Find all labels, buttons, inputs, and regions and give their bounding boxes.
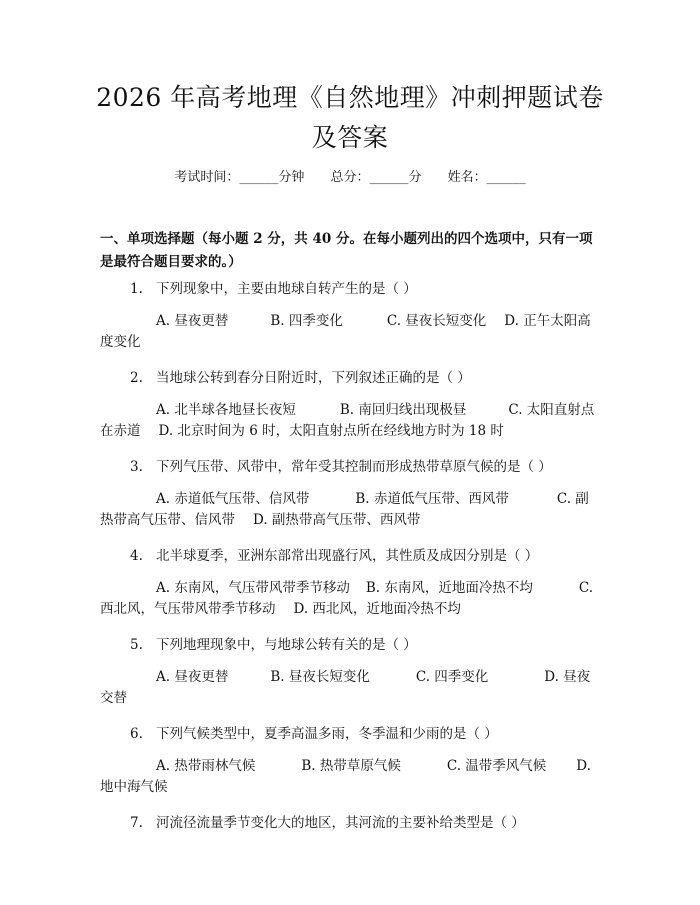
question-number: 2. — [130, 370, 143, 386]
option-b: B. 南回归线出现极昼 — [339, 402, 467, 418]
option-a: A. 东南风，气压带风带季节移动 — [156, 580, 350, 596]
option-b: B. 赤道低气压带、西风带 — [355, 491, 509, 507]
option-d: D. 西北风，近地面冷热不均 — [293, 601, 461, 617]
question-text: 下列气压带、风带中，常年受其控制而形成热带草原气候的是（ ） — [156, 459, 552, 475]
question-7 — [100, 812, 600, 834]
question-options — [100, 578, 600, 620]
exam-score: 总分：______分 — [330, 170, 422, 185]
option-b: B. 热带草原气候 — [301, 758, 401, 774]
option-c: C. 四季变化 — [415, 669, 489, 685]
question-4 — [100, 545, 600, 620]
option-a: A. 昼夜更替 — [156, 669, 229, 685]
question-text: 北半球夏季，亚洲东部常出现盛行风，其性质及成因分别是（ ） — [156, 548, 539, 564]
question-stem — [100, 278, 600, 300]
option-c: C. 副热带高气压带、信风带 — [100, 491, 589, 528]
option-a: A. 昼夜更替 — [156, 313, 229, 329]
question-stem — [100, 456, 600, 478]
question-options — [100, 756, 600, 798]
question-stem — [100, 545, 600, 567]
question-number: 3. — [130, 459, 143, 475]
exam-meta — [0, 168, 700, 188]
page-title — [90, 78, 610, 158]
question-number: 7. — [130, 815, 143, 831]
question-options — [100, 667, 600, 709]
question-text: 当地球公转到春分日附近时，下列叙述正确的是（ ） — [156, 370, 471, 386]
option-a: A. 北半球各地昼长夜短 — [156, 402, 296, 418]
question-options — [100, 400, 600, 442]
question-stem — [100, 723, 600, 745]
option-d: D. 正午太阳高度变化 — [100, 313, 591, 350]
exam-time: 考试时间：______分钟 — [174, 170, 305, 185]
option-c: C. 昼夜长短变化 — [386, 313, 487, 329]
question-text: 下列地理现象中，与地球公转有关的是（ ） — [156, 637, 417, 653]
question-5 — [100, 634, 600, 709]
question-stem — [100, 634, 600, 656]
question-text: 下列现象中，主要由地球自转产生的是（ ） — [156, 281, 417, 297]
question-text: 河流径流量季节变化大的地区，其河流的主要补给类型是（ ） — [156, 815, 525, 831]
question-6 — [100, 723, 600, 798]
question-text: 下列气候类型中，夏季高温多雨，冬季温和少雨的是（ ） — [156, 726, 498, 742]
question-number: 5. — [130, 637, 143, 653]
option-c: C. 温带季风气候 — [446, 758, 547, 774]
title-line-1: 2026 年高考地理《自然地理》冲刺押题试卷 — [96, 83, 604, 112]
option-d: D. 北京时间为 6 时，太阳直射点所在经线地方时为 18 时 — [158, 423, 504, 439]
option-b: B. 昼夜长短变化 — [270, 669, 370, 685]
question-number: 6. — [130, 726, 143, 742]
option-a: A. 赤道低气压带、信风带 — [156, 491, 310, 507]
option-c: C. 太阳直射点在赤道 — [100, 402, 595, 439]
exam-name: 姓名：______ — [447, 170, 526, 185]
section-heading: 一、单项选择题（每小题 2 分，共 40 分。在每小题列出的四个选项中，只有一项是最符合题目要求的。） — [100, 231, 593, 270]
question-3 — [100, 456, 600, 531]
question-options — [100, 311, 600, 353]
option-b: B. 东南风，近地面冷热不均 — [365, 580, 533, 596]
question-stem — [100, 367, 600, 389]
question-stem — [100, 812, 600, 834]
option-a: A. 热带雨林气候 — [156, 758, 256, 774]
question-1 — [100, 278, 600, 353]
option-d: D. 地中海气候 — [100, 758, 591, 795]
question-options — [100, 489, 600, 531]
option-c: C. 西北风，气压带风带季节移动 — [100, 580, 593, 617]
option-d: D. 副热带高气压带、西风带 — [253, 512, 421, 528]
title-line-2: 及答案 — [311, 123, 389, 152]
question-list — [100, 278, 600, 848]
question-number: 4. — [130, 548, 143, 564]
option-d: D. 昼夜交替 — [100, 669, 591, 706]
question-number: 1. — [130, 281, 143, 297]
option-b: B. 四季变化 — [270, 313, 343, 329]
question-2 — [100, 367, 600, 442]
